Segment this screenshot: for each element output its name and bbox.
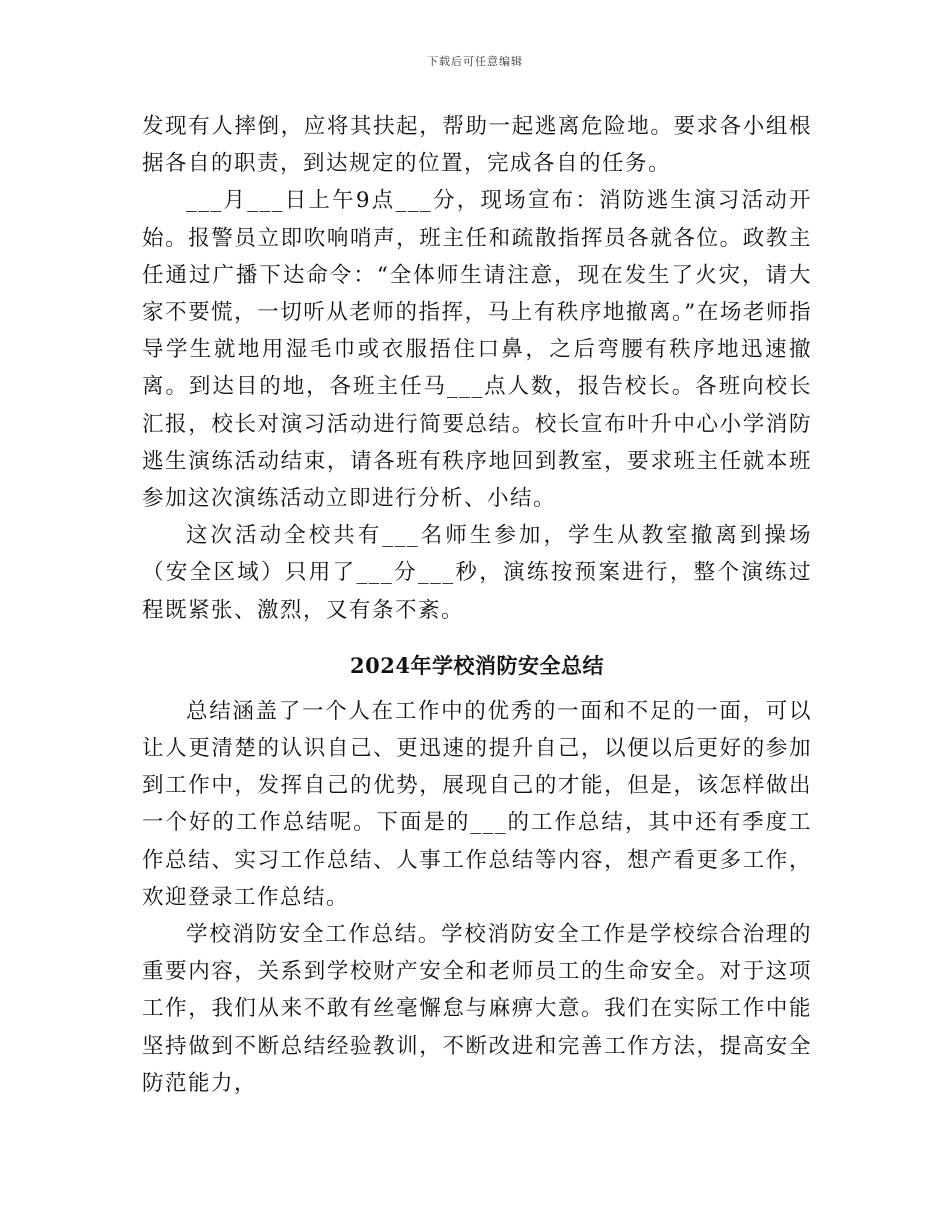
paragraph-drill-result: 这次活动全校共有___名师生参加，学生从教室撤离到操场（安全区域）只用了___分___秒，演练按预案进行，整个演练过程既紧张、激烈，又有条不紊。 [142,523,812,623]
section-title: 2024年学校消防安全总结 [350,652,604,678]
header-note: 下载后可任意编辑 [427,55,523,68]
paragraph-fire-safety: 学校消防安全工作总结。学校消防安全工作是学校综合治理的重要内容，关系到学校财产安全和老师员工的生命安全。对于这项工作，我们从来不敢有丝毫懈怠与麻痹大意。我们在实际工作中能坚持做到不断总结经验教训，不断改进和完善工作方法，提高安全防范能力， [142,922,812,1096]
paragraph-summary-intro: 总结涵盖了一个人在工作中的优秀的一面和不足的一面，可以让人更清楚的认识自己、更迅速的提升自己，以便以后更好的参加到工作中，发挥自己的优势，展现自己的才能，但是，该怎样做出一个好的工作总结呢。下面是的___的工作总结，其中还有季度工作总结、实习工作总结、人事工作总结等内容，想产看更多工作，欢迎登录工作总结。 [142,698,812,910]
paragraph-continued: 发现有人摔倒，应将其扶起，帮助一起逃离危险地。要求各小组根据各自的职责，到达规定的位置，完成各自的任务。 [142,114,812,177]
document-body [142,108,812,1102]
paragraph-drill-process: ___月___日上午9点___分，现场宣布：消防逃生演习活动开始。报警员立即吹响哨声，班主任和疏散指挥员各就各位。政教主任通过广播下达命令：“全体师生请注意，现在发生了火灾，请大家不要慌，一切听从老师的指挥，马上有秩序地撤离。”在场老师指导学生就地用湿毛巾或衣服捂住口鼻，之后弯腰有秩序地迅速撤离。到达目的地，各班主任马___点人数，报告校长。各班向校长汇报，校长对演习活动进行简要总结。校长宣布叶升中心小学消防逃生演练活动结束，请各班有秩序地回到教室，要求班主任就本班参加这次演练活动立即进行分析、小结。 [142,188,812,512]
